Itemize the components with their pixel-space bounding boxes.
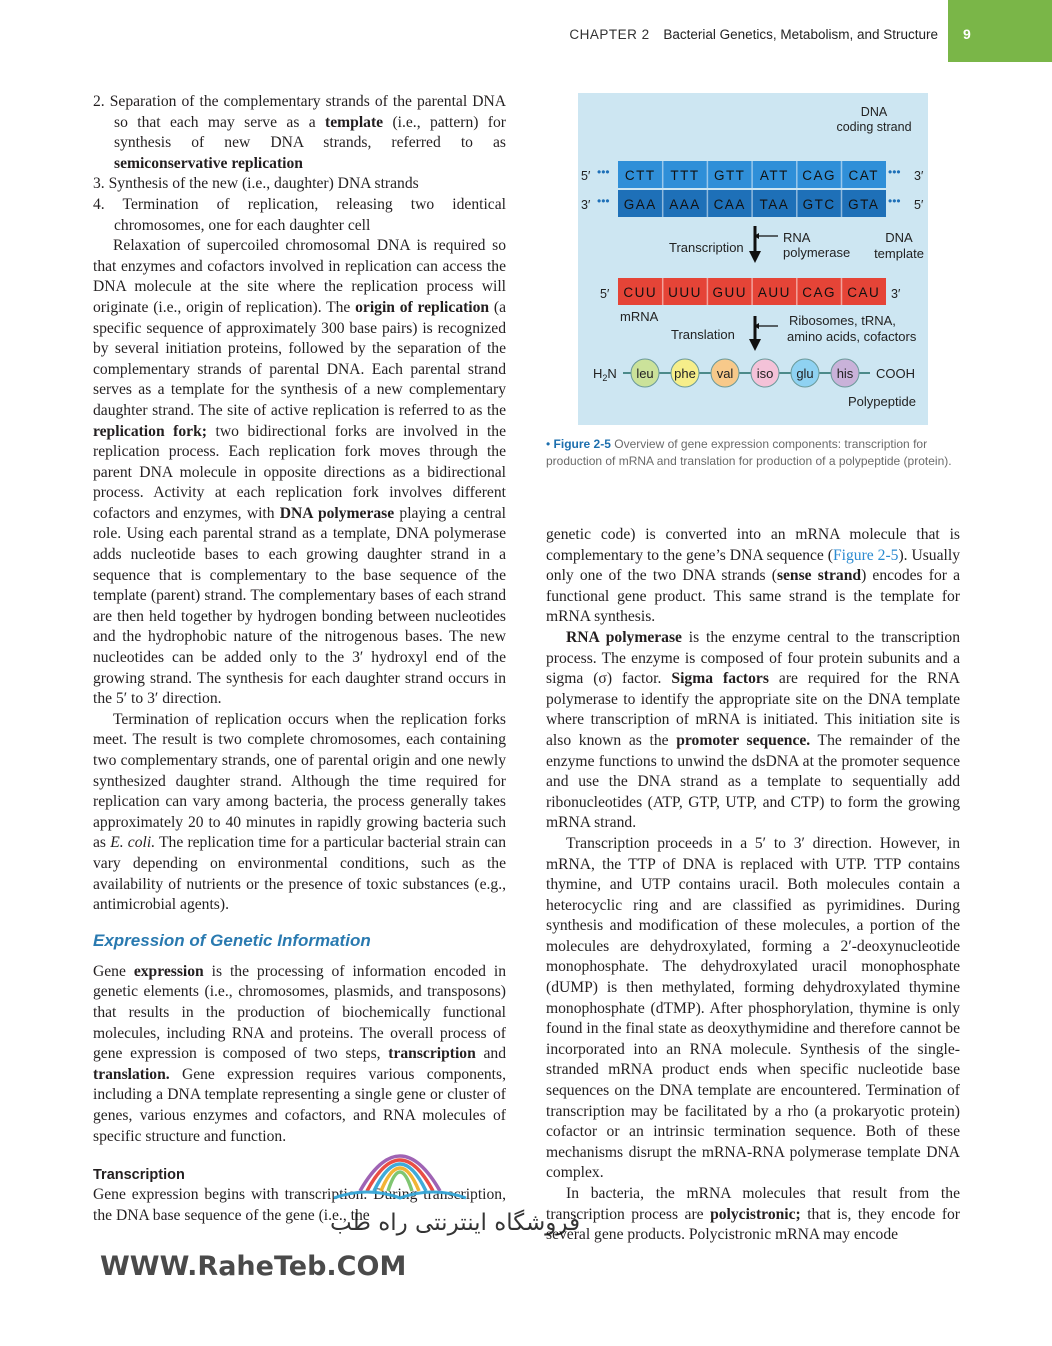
mrna-label: mRNA [620, 309, 659, 324]
page-number: 9 [963, 26, 971, 42]
three-prime-coding: 3′ [914, 169, 924, 183]
dots-right-coding: ••• [888, 165, 901, 179]
term-semiconservative: semiconservative replication [114, 154, 303, 172]
polypeptide-label: Polypeptide [848, 394, 916, 409]
five-prime-coding: 5′ [581, 169, 591, 183]
list-item-3: 3. Synthesis of the new (i.e., daughter) DNA strands [93, 175, 419, 193]
list-item-4: 4. Termination of replication, releasing two identical chromosomes, one for each daughter cell [93, 195, 506, 234]
caption-text: Overview of gene expression components: transcription for production of mRNA and translation for production of a polypeptide (protein). [546, 437, 952, 468]
carboxyl-terminus-label: COOH [876, 366, 915, 381]
caption-label: Figure 2-5 [553, 437, 611, 451]
paragraph-rna-polymerase: RNA polymerase is the enzyme central to the transcription process. The enzyme is composed of four protein subunits and a sigma (σ) factor. Sigma factors are required for the RNA polymerase to identify the appropriate site on the DNA template where transcription of mRNA is initiated. This initiation site is also known as the promoter sequence. The remainder of the enzyme functions to unwind the dsDNA at the promoter sequence and use the DNA strand as a template to sequentially add ribonucleotides (ATP, GTP, UTP, and CTP) to form the growing mRNA strand. [546, 628, 961, 832]
template-codon-2: AAA [669, 197, 701, 212]
five-prime-mrna: 5′ [600, 287, 610, 301]
amino-terminus-label: $H_2N$ [593, 366, 617, 383]
caption-bullet: • [546, 437, 551, 451]
amino-acid-label-val: val [716, 366, 734, 381]
three-prime-template: 3′ [581, 198, 591, 212]
dots-right-template: ••• [888, 194, 901, 208]
amino-acid-label-phe: phe [674, 366, 696, 381]
mrna-codon-3: GUU [712, 285, 747, 300]
paragraph-genetic-code: genetic code) is converted into an mRNA molecule that is complementary to the gene’s DNA sequence (Figure 2-5). Usually only one of the two DNA strands (sense strand) encodes for a functional gene product. This same strand is the template for mRNA synthesis. [546, 526, 960, 626]
transcription-label: Transcription [669, 240, 744, 255]
five-prime-template: 5′ [914, 198, 924, 212]
translation-label: Translation [671, 327, 735, 342]
dots-left-template: ••• [597, 194, 610, 208]
mrna-codon-1: CUU [623, 285, 658, 300]
dna-coding-label-1: DNA [860, 105, 888, 119]
coding-codon-5: CAG [802, 168, 836, 183]
watermark-persian: فروشگاه اینترنتی راه طب [330, 1210, 581, 1236]
amino-acid-label-leu: leu [636, 366, 654, 381]
amino-acid-label-glu: glu [796, 366, 814, 381]
coding-codon-2: TTT [670, 168, 700, 183]
chapter-title: Bacterial Genetics, Metabolism, and Structure [663, 27, 938, 42]
ribosomes-label-1: Ribosomes, tRNA, [789, 313, 896, 328]
figure-link[interactable]: Figure 2-5 [832, 546, 899, 564]
ribosomes-label-2: amino acids, cofactors [787, 329, 917, 344]
paragraph-transcription-direction: Transcription proceeds in a 5′ to 3′ direction. However, in mRNA, the TTP of DNA is replaced with UTP. TTP contains thymine, and UTP contains uracil. Both molecules contain a heterocyclic ring and are classified as pyrimidines. During synthesis and modification of these molecules, a portion of the molecules are dehydroxylated, forming a 2′-deoxynucleotide monophosphate. The dehydroxylated uracil monophosphate (dUMP) is then methylated, forming dehydroxylated thymine monophosphate (dTMP). After phosphorylation, thymine is only found in the final state as deoxythymidine and therefore cannot be incorporated into an RNA molecule. Synthesis of the single-stranded mRNA product ends when specific nucleotide base sequences on the DNA template are encountered. Termination of transcription may be facilitated by a rho (a prokaryotic protein) cofactor or an intrinsic termination sequence. Both of these mechanisms disrupt the mRNA-RNA polymerase template DNA complex. [546, 834, 960, 1182]
paragraph-gene-expression: Gene expression is the processing of information encoded in genetic elements (i.e., chromosomes, plasmids, and transposons) that results in the production of biochemically functional molecules, including RNA and proteins. The overall process of gene expression is composed of two steps, transcription and translation. Gene expression requires various components, including a DNA template representing a single gene or cluster of genes, various enzymes and cofactors, and RNA molecules of specific structure and function. [93, 962, 506, 1145]
dna-template-label-2: template [874, 246, 924, 261]
template-codon-1: GAA [623, 197, 657, 212]
coding-codon-1: CTT [624, 168, 656, 183]
chapter-number: CHAPTER 2 [569, 27, 650, 42]
coding-codon-4: ATT [759, 168, 789, 183]
mrna-codon-2: UUU [668, 285, 702, 300]
paragraph-termination: Termination of replication occurs when the replication forks meet. The result is two complete chromosomes, each containing two complementary strands, one of parental origin and one newly synthesized daughter strand. Although the time required for replication can vary among bacteria, the process generally takes approximately 20 to 40 minutes in rapidly growing bacteria such as E. coli. The replication time for a particular bacterial strain can vary depending on environmental conditions, such as the availability of nutrients or the presence of toxic substances (e.g., antimicrobial agents). [93, 710, 506, 914]
rna-pol-label-2: polymerase [783, 245, 851, 260]
template-codon-6: GTA [848, 197, 880, 212]
rna-pol-label-1: RNA [783, 230, 811, 245]
paragraph-polycistronic: In bacteria, the mRNA molecules that result from the transcription process are polycistronic; that is, they encode for several gene products. Polycistronic mRNA may encode [546, 1185, 961, 1244]
paragraph-transcription: Gene expression begins with transcription. During transcription, the DNA base sequence of the gene (i.e., the [93, 1186, 506, 1224]
dots-left-coding: ••• [597, 165, 610, 179]
dna-coding-label-2: coding strand [836, 120, 912, 134]
mrna-codon-6: CAU [847, 285, 881, 300]
mrna-codon-5: CAG [802, 285, 836, 300]
template-codon-5: GTC [802, 197, 836, 212]
template-codon-3: CAA [713, 197, 746, 212]
dna-template-label-1: DNA [885, 230, 913, 245]
book-logo-icon [334, 1156, 466, 1198]
coding-codon-6: CAT [848, 168, 880, 183]
watermark-url: WWW.RaheTeb.COM [100, 1251, 407, 1282]
amino-acid-label-his: his [836, 366, 854, 381]
list-item-2: 2. Separation of the complementary strands of the parental DNA so that each may serve as a template (i.e., pattern) for synthesis of new DNA strands, referred to as semiconservative replication [93, 93, 506, 172]
template-codon-4: TAA [759, 197, 790, 212]
paragraph-replication: Relaxation of supercoiled chromosomal DNA is required so that enzymes and cofactors involved in replication can access the DNA molecule at the site where the replication process will originate (i.e., origin of replication). The origin of replication (a specific sequence of approximately 300 base pairs) is recognized by several initiation proteins, followed by the separation of the complementary strands of parental DNA. Each parental strand serves as a template for the synthesis of a new complementary daughter strand. The site of active replication is referred to as the replication fork; two bidirectional forks are involved in the replication process. Each replication fork moves through the parent DNA molecule in opposite directions as a bidirectional process. Activity at each replication fork involves different cofactors and enzymes, with DNA polymerase playing a central role. Using each parental strand as a template, DNA polymerase adds nucleotide bases to each growing daughter strand in a sequence that is complementary to the base sequence of the template (parent) strand. The complementary bases of each strand are then held together by hydrogen bonding between nucleotides and the hydrophobic nature of the nitrogenous bases. The new nucleotides can be added only to the 3′ hydroxyl end of the growing strand. The synthesis for each daughter strand occurs in the 5′ to 3′ direction. [93, 237, 506, 708]
subsection-heading: Transcription [93, 1167, 185, 1184]
mrna-codon-4: AUU [757, 285, 791, 300]
term-template: template [325, 113, 384, 131]
amino-acid-label-iso: iso [756, 366, 774, 381]
coding-codon-3: GTT [713, 168, 746, 183]
three-prime-mrna: 3′ [891, 287, 901, 301]
section-heading: Expression of Genetic Information [93, 930, 371, 950]
